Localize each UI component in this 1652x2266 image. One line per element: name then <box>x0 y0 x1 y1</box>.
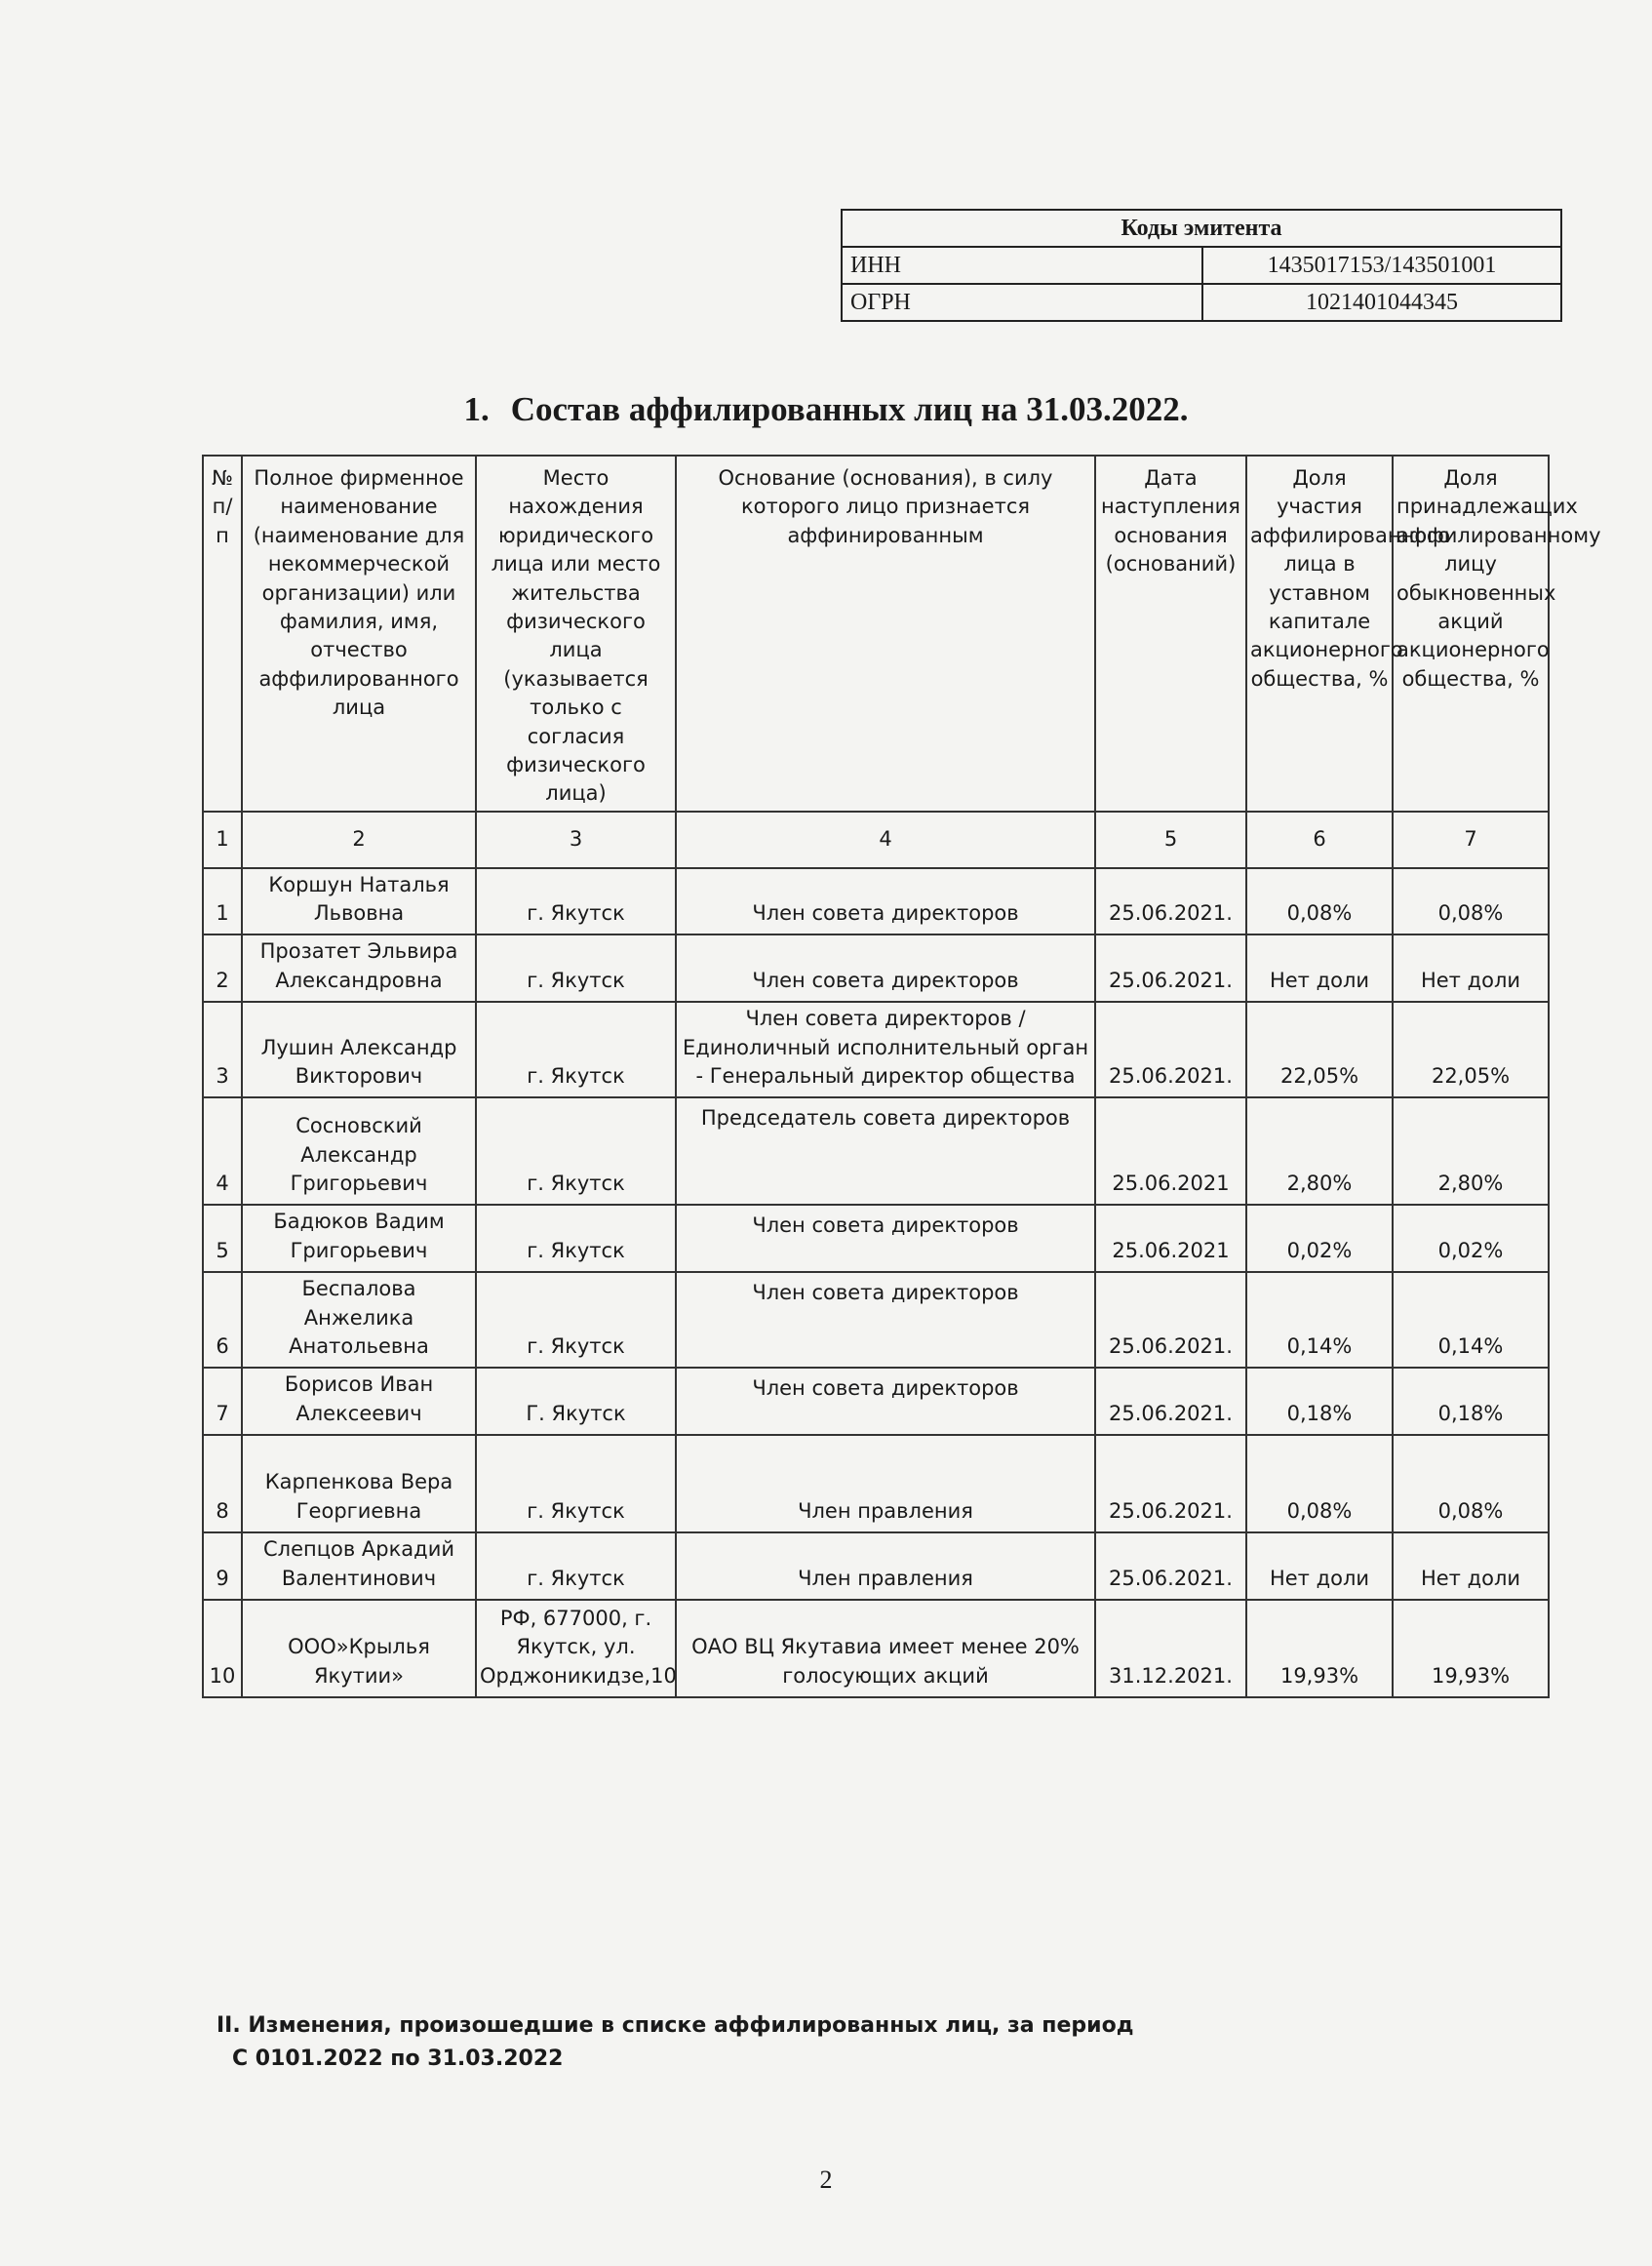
affiliate-name: Бадюков Вадим Григорьевич <box>242 1205 476 1272</box>
affiliate-location: г. Якутск <box>476 1097 676 1205</box>
capital-share: 0,08% <box>1246 868 1393 935</box>
affiliation-basis: Член совета директоров <box>676 868 1095 935</box>
column-number: 4 <box>676 812 1095 868</box>
affiliation-basis: Член совета директоров <box>676 934 1095 1002</box>
stock-share: 2,80% <box>1393 1097 1549 1205</box>
issuer-code-value: 1021401044345 <box>1202 284 1561 321</box>
row-number: 5 <box>203 1205 242 1272</box>
table-row <box>203 1368 1549 1435</box>
affiliate-name: ООО»Крылья Якутии» <box>242 1600 476 1697</box>
basis-date: 25.06.2021. <box>1095 1002 1246 1097</box>
affiliation-basis: Член совета директоров <box>676 1205 1095 1272</box>
affiliates-table <box>202 455 1601 1698</box>
stock-share: 19,93% <box>1393 1600 1549 1697</box>
stock-share: Нет доли <box>1393 934 1549 1002</box>
stock-share: 0,18% <box>1393 1368 1549 1435</box>
issuer-code-value: 1435017153/143501001 <box>1202 247 1561 284</box>
column-number: 3 <box>476 812 676 868</box>
affiliate-name: Карпенкова Вера Георгиевна <box>242 1435 476 1532</box>
basis-date: 31.12.2021. <box>1095 1600 1246 1697</box>
column-header: Основание (основания), в силу которого лицо признается аффинированным <box>676 456 1095 812</box>
column-header: № п/п <box>203 456 242 812</box>
column-number: 6 <box>1246 812 1393 868</box>
basis-date: 25.06.2021. <box>1095 868 1246 935</box>
column-number: 5 <box>1095 812 1246 868</box>
basis-date: 25.06.2021 <box>1095 1097 1246 1205</box>
section-2-title: II. Изменения, произошедшие в списке аффилированных лиц, за период <box>216 2013 1134 2038</box>
table-row <box>203 1272 1549 1368</box>
affiliate-location: г. Якутск <box>476 1002 676 1097</box>
stock-share: 0,08% <box>1393 1435 1549 1532</box>
basis-date: 25.06.2021. <box>1095 1368 1246 1435</box>
column-number: 7 <box>1393 812 1549 868</box>
row-number: 7 <box>203 1368 242 1435</box>
column-number-row <box>203 812 1549 868</box>
row-number: 2 <box>203 934 242 1002</box>
table-row <box>203 1532 1549 1600</box>
affiliate-name: Сосновский Александр Григорьевич <box>242 1097 476 1205</box>
table-row <box>203 1600 1549 1697</box>
stock-share: Нет доли <box>1393 1532 1549 1600</box>
affiliate-name: Прозатет Эльвира Александровна <box>242 934 476 1002</box>
table-row <box>203 934 1549 1002</box>
column-number: 2 <box>242 812 476 868</box>
issuer-code-row <box>842 247 1561 284</box>
column-header: Дата наступления основания (оснований) <box>1095 456 1246 812</box>
capital-share: 0,14% <box>1246 1272 1393 1368</box>
affiliate-name: Лушин Александр Викторович <box>242 1002 476 1097</box>
basis-date: 25.06.2021. <box>1095 1435 1246 1532</box>
section-2-period: С 0101.2022 по 31.03.2022 <box>232 2047 564 2072</box>
page-number: 2 <box>819 2166 833 2194</box>
table-row <box>203 1097 1549 1205</box>
affiliate-name: Беспалова Анжелика Анатольевна <box>242 1272 476 1368</box>
stock-share: 0,08% <box>1393 868 1549 935</box>
basis-date: 25.06.2021. <box>1095 1272 1246 1368</box>
capital-share: 0,18% <box>1246 1368 1393 1435</box>
stock-share: 0,14% <box>1393 1272 1549 1368</box>
issuer-code-label: ОГРН <box>842 284 1202 321</box>
capital-share: 2,80% <box>1246 1097 1393 1205</box>
affiliation-basis: Член совета директоров <box>676 1368 1095 1435</box>
column-header: Доля участия аффилированного лица в уставном капитале акционерного общества, % <box>1246 456 1393 812</box>
issuer-code-label: ИНН <box>842 247 1202 284</box>
affiliate-name: Коршун Наталья Львовна <box>242 868 476 935</box>
affiliate-name: Слепцов Аркадий Валентинович <box>242 1532 476 1600</box>
column-header: Полное фирменное наименование (наименование для некоммерческой организации) или фамилия, имя, отчество аффилированного лица <box>242 456 476 812</box>
section-1-heading: Состав аффилированных лиц на 31.03.2022. <box>510 390 1189 428</box>
table-row <box>203 1205 1549 1272</box>
table-row <box>203 1435 1549 1532</box>
affiliation-basis: ОАО ВЦ Якутавиа имеет менее 20% голосующих акций <box>676 1600 1095 1697</box>
column-header: Доля принадлежащих аффилированному лицу обыкновенных акций акционерного общества, % <box>1393 456 1549 812</box>
issuer-codes-title: Коды эмитента <box>842 210 1561 247</box>
capital-share: 0,08% <box>1246 1435 1393 1532</box>
affiliation-basis: Член правления <box>676 1435 1095 1532</box>
affiliate-location: г. Якутск <box>476 868 676 935</box>
row-number: 1 <box>203 868 242 935</box>
row-number: 6 <box>203 1272 242 1368</box>
basis-date: 25.06.2021. <box>1095 934 1246 1002</box>
column-number: 1 <box>203 812 242 868</box>
affiliation-basis: Член правления <box>676 1532 1095 1600</box>
section-1-number: 1. <box>463 390 490 428</box>
row-number: 3 <box>203 1002 242 1097</box>
affiliate-location: г. Якутск <box>476 1272 676 1368</box>
section-1-title <box>0 390 1652 429</box>
affiliate-location: РФ, 677000, г. Якутск, ул. Орджоникидзе,10 <box>476 1600 676 1697</box>
affiliate-name: Борисов Иван Алексеевич <box>242 1368 476 1435</box>
issuer-code-row <box>842 284 1561 321</box>
affiliate-location: г. Якутск <box>476 934 676 1002</box>
column-header: Место нахождения юридического лица или место жительства физического лица (указывается только с согласия физического лица) <box>476 456 676 812</box>
capital-share: Нет доли <box>1246 934 1393 1002</box>
row-number: 9 <box>203 1532 242 1600</box>
affiliate-location: Г. Якутск <box>476 1368 676 1435</box>
capital-share: 19,93% <box>1246 1600 1393 1697</box>
capital-share: 22,05% <box>1246 1002 1393 1097</box>
stock-share: 22,05% <box>1393 1002 1549 1097</box>
row-number: 4 <box>203 1097 242 1205</box>
capital-share: 0,02% <box>1246 1205 1393 1272</box>
table-row <box>203 1002 1549 1097</box>
table-header-row <box>203 456 1549 812</box>
basis-date: 25.06.2021. <box>1095 1532 1246 1600</box>
basis-date: 25.06.2021 <box>1095 1205 1246 1272</box>
affiliation-basis: Член совета директоров / Единоличный исполнительный орган - Генеральный директор общества <box>676 1002 1095 1097</box>
affiliate-location: г. Якутск <box>476 1435 676 1532</box>
row-number: 10 <box>203 1600 242 1697</box>
table-row <box>203 868 1549 935</box>
affiliate-location: г. Якутск <box>476 1205 676 1272</box>
affiliation-basis: Член совета директоров <box>676 1272 1095 1368</box>
stock-share: 0,02% <box>1393 1205 1549 1272</box>
affiliate-location: г. Якутск <box>476 1532 676 1600</box>
issuer-codes-table <box>841 209 1562 322</box>
row-number: 8 <box>203 1435 242 1532</box>
capital-share: Нет доли <box>1246 1532 1393 1600</box>
affiliation-basis: Председатель совета директоров <box>676 1097 1095 1205</box>
section-2-heading <box>216 2009 1133 2076</box>
